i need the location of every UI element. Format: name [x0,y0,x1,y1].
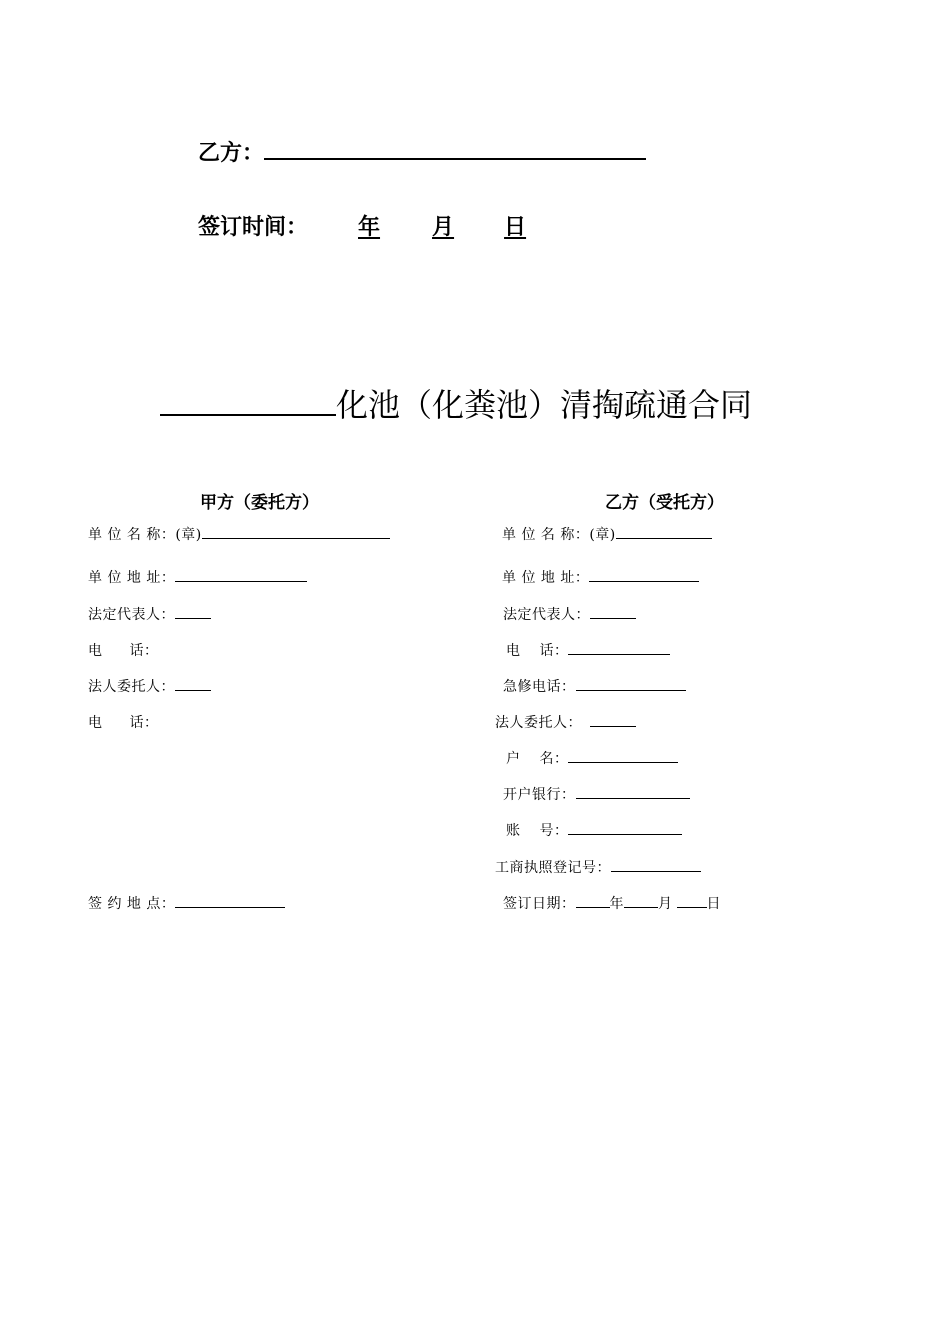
party-a-sign-place-label: 签 约 地 点： [88,896,176,912]
party-b-repair-phone-field[interactable] [576,676,686,691]
party-a-legal-rep-field[interactable] [175,604,211,619]
sign-time-blank[interactable] [308,215,540,240]
party-a-heading: 甲方（委托方） [200,493,319,513]
party-b-bank-field[interactable] [576,784,690,799]
party-b-legal-rep-label: 法定代表人： [503,607,590,623]
party-b-heading: 乙方（受托方） [605,493,724,513]
party-b-repair-phone-row [503,676,686,696]
party-a-unit-name-label: 单 位 名 称：(章) [88,527,202,543]
sign-time-month: 月 [432,215,455,240]
sign-time-label: 签订时间： [198,215,309,240]
party-b-repair-phone-label: 急修电话： [503,679,576,695]
party-b-sign-day-label: 日 [706,896,721,912]
party-a-legal-rep-label: 法定代表人： [88,607,175,623]
party-b-unit-name-field[interactable] [616,524,712,539]
party-b-account-no-field[interactable] [568,820,682,835]
party-b-account-no-label: 账 号： [506,823,569,839]
party-a-legal-agent-label: 法人委托人： [88,679,175,695]
party-a-phone1-label: 电 话： [88,643,159,659]
party-b-unit-address-label: 单 位 地 址： [502,570,590,586]
party-a-unit-address-label: 单 位 地 址： [88,570,176,586]
party-b-unit-address-row [502,567,699,587]
party-a-phone2-label: 电 话： [88,715,159,731]
contract-title-blank[interactable] [160,378,336,416]
party-b-unit-address-field[interactable] [589,567,699,582]
party-b-sign-day-field[interactable] [677,893,707,908]
party-b-cover-line [198,136,646,167]
contract-title: 化池（化粪池）清掏疏通合同 [336,386,753,424]
party-b-sign-year-label: 年 [609,896,624,912]
party-a-unit-name-row [88,524,390,544]
sign-time-line [198,210,540,241]
party-b-sign-date-row [503,893,721,913]
party-a-unit-name-field[interactable] [202,524,390,539]
sign-time-day: 日 [504,215,527,240]
party-b-phone-row [506,640,670,660]
contract-title-line [160,378,752,426]
party-b-license-no-field[interactable] [611,857,701,872]
party-a-legal-agent-row [88,676,211,696]
party-b-sign-date-label: 签订日期： [503,896,576,912]
party-b-cover-blank[interactable] [264,136,646,160]
party-b-sign-month-label: 月 [658,896,673,912]
party-b-account-name-field[interactable] [568,748,678,763]
party-b-account-name-label: 户 名： [506,751,569,767]
party-a-sign-place-field[interactable] [175,893,285,908]
party-a-sign-place-row [88,893,285,913]
party-b-license-no-row [495,857,701,877]
party-b-legal-agent-field[interactable] [590,712,636,727]
party-b-license-no-label: 工商执照登记号： [495,860,611,876]
sign-time-year: 年 [358,215,381,240]
party-b-legal-rep-field[interactable] [590,604,636,619]
party-b-phone-label: 电 话： [506,643,569,659]
party-b-sign-month-field[interactable] [624,893,658,908]
party-a-unit-address-row [88,567,307,587]
party-b-phone-field[interactable] [568,640,670,655]
party-b-bank-row [503,784,690,804]
party-a-legal-rep-row [88,604,211,624]
party-b-unit-name-row [502,524,712,544]
party-b-legal-rep-row [503,604,636,624]
party-b-account-no-row [506,820,682,840]
party-a-legal-agent-field[interactable] [175,676,211,691]
party-b-bank-label: 开户银行： [503,787,576,803]
party-b-sign-year-field[interactable] [576,893,610,908]
party-b-unit-name-label: 单 位 名 称：(章) [502,527,616,543]
party-b-legal-agent-label: 法人委托人： [495,715,582,731]
party-b-cover-label: 乙方： [198,141,265,166]
party-b-legal-agent-row [495,712,636,732]
party-b-account-name-row [506,748,678,768]
party-a-unit-address-field[interactable] [175,567,307,582]
